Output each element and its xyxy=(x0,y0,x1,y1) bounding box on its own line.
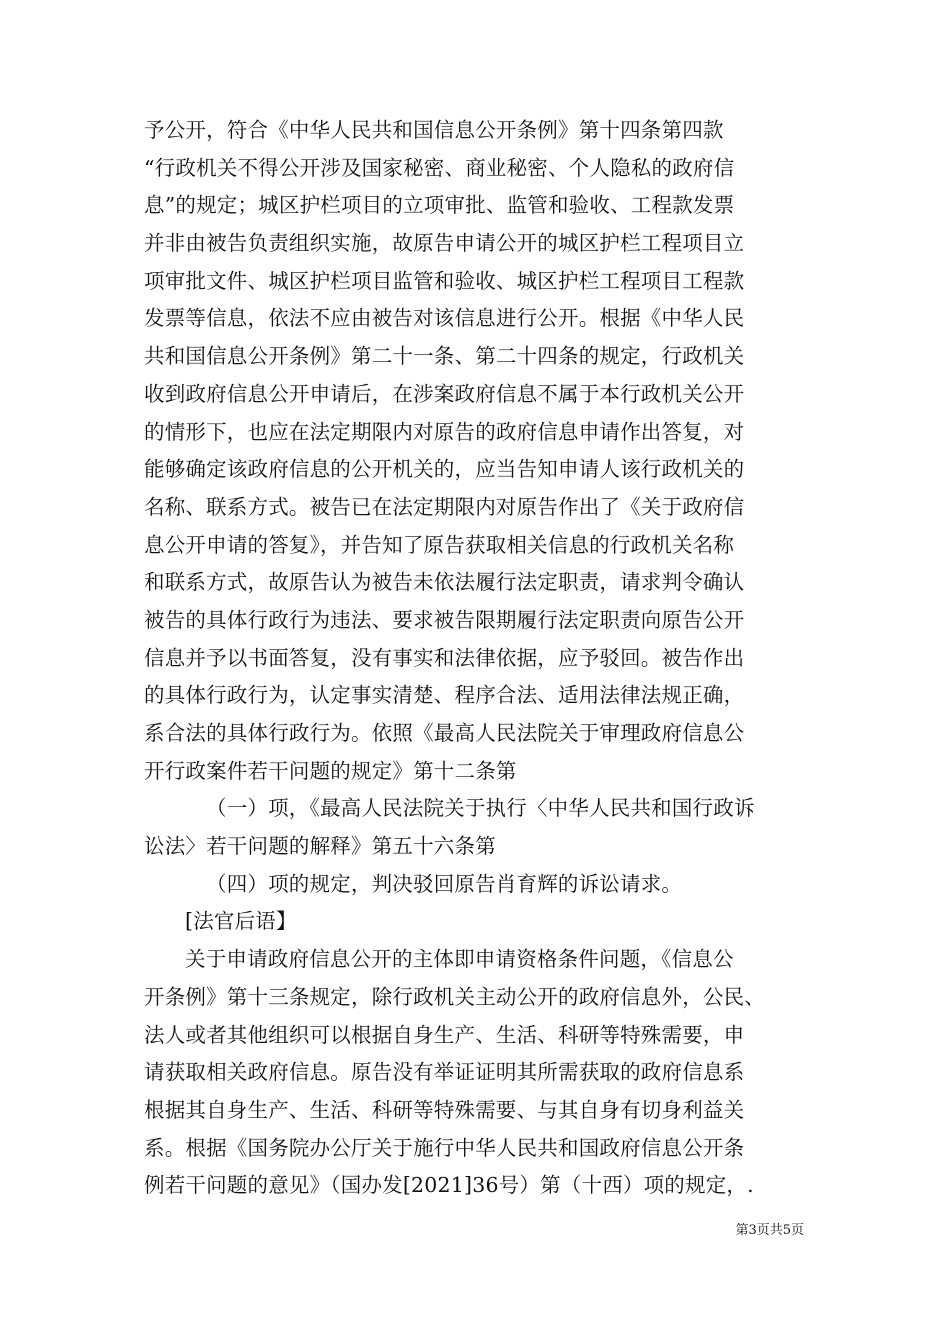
document-body xyxy=(144,112,824,1205)
text-line: “行政机关不得公开涉及国家秘密、商业秘密、个人隐私的政府信 xyxy=(144,155,735,180)
text-line: （四）项的规定，判决驳回原告肖育辉的诉讼请求。 xyxy=(206,871,683,896)
text-line: 能够确定该政府信息的公开机关的，应当告知申请人该行政机关的 xyxy=(144,457,745,482)
page-number-footer: 第3页共5页 xyxy=(735,1223,804,1238)
text-line: 系。根据《国务院办公厅关于施行中华人民共和国政府信息公开条 xyxy=(144,1135,745,1160)
text-line: 开条例》第十三条规定，除行政机关主动公开的政府信息外，公民、 xyxy=(144,984,765,1009)
text-line: 信息并予以书面答复，没有事实和法律依据，应予驳回。被告作出 xyxy=(144,645,745,670)
text-line: 共和国信息公开条例》第二十一条、第二十四条的规定，行政机关 xyxy=(144,344,745,369)
text-line: 发票等信息，依法不应由被告对该信息进行公开。根据《中华人民 xyxy=(144,306,745,331)
text-line: 和联系方式，故原告认为被告未依法履行法定职责，请求判令确认 xyxy=(144,570,745,595)
text-line: 的具体行政行为，认定事实清楚、程序合法、适用法律法规正确， xyxy=(144,683,745,708)
text-line: （一）项，《最高人民法院关于执行〈中华人民共和国行政诉 xyxy=(206,796,755,821)
text-line: 名称、联系方式。被告已在法定期限内对原告作出了《关于政府信 xyxy=(144,494,745,519)
text-line: 并非由被告负责组织实施，故原告申请公开的城区护栏工程项目立 xyxy=(144,231,745,256)
text-line: 的情形下，也应在法定期限内对原告的政府信息申请作出答复，对 xyxy=(144,419,745,444)
text-line: 收到政府信息公开申请后，在涉案政府信息不属于本行政机关公开 xyxy=(144,381,745,406)
text-line: 系合法的具体行政行为。依照《最高人民法院关于审理政府信息公 xyxy=(144,721,745,745)
section-heading: [法官后语】 xyxy=(185,909,297,934)
text-line: 息”的规定；城区护栏项目的立项审批、监管和验收、工程款发票 xyxy=(144,193,735,218)
text-line: 请获取相关政府信息。原告没有举证证明其所需获取的政府信息系 xyxy=(144,1060,745,1085)
text-line: 息公开申请的答复》，并告知了原告获取相关信息的行政机关名称 xyxy=(144,532,735,557)
text-line: 法人或者其他组织可以根据自身生产、生活、科研等特殊需要，申 xyxy=(144,1022,745,1047)
text-line: 予公开，符合《中华人民共和国信息公开条例》第十四条第四款 xyxy=(144,118,724,142)
text-line: 开行政案件若干问题的规定》第十二条第 xyxy=(144,758,517,783)
text-line: 项审批文件、城区护栏项目监管和验收、城区护栏工程项目工程款 xyxy=(144,268,745,293)
text-line: 讼法〉若干问题的解释》第五十六条第 xyxy=(144,834,496,859)
text-line: 被告的具体行政行为违法、要求被告限期履行法定职责向原告公开 xyxy=(144,607,745,632)
text-line: 关于申请政府信息公开的主体即申请资格条件问题，《信息公 xyxy=(185,947,734,972)
text-line: 根据其自身生产、生活、科研等特殊需要、与其自身有切身利益关 xyxy=(144,1097,745,1122)
text-line: 例若干问题的意见》（国办发[2021]36号）第（十西）项的规定，. xyxy=(144,1173,754,1198)
